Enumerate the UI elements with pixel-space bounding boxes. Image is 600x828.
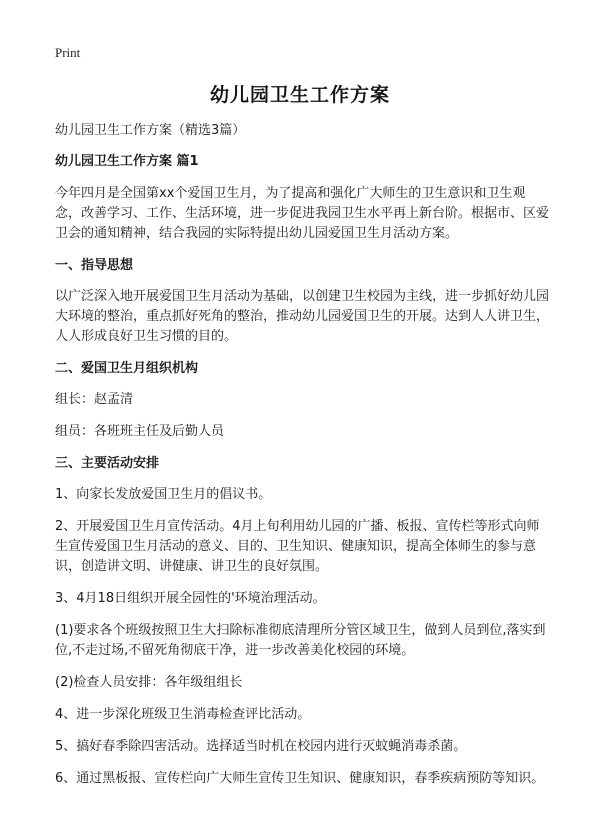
organization-leader: 组长：赵孟清 [55,392,134,407]
activities-heading: 三、主要活动安排 [55,456,160,471]
organization-heading: 二、爱国卫生月组织机构 [55,361,199,376]
activity-item: 1、向家长发放爱国卫生月的倡议书。 [55,487,272,502]
activity-item: 4、进一步深化班级卫生消毒检查评比活动。 [55,707,311,722]
print-link[interactable]: Print [55,45,81,60]
page-title: 幼儿园卫生工作方案 [209,84,390,106]
section-heading: 幼儿园卫生工作方案 篇1 [55,154,199,169]
document-body [55,121,550,801]
activity-item: (1)要求各个班级按照卫生大扫除标准彻底清理所分管区域卫生，做到人员到位,落实到位,不走过场,不留死角彻底干净，进一步改善美化校园的环境。 [55,623,546,658]
organization-members: 组员：各班班主任及后勤人员 [55,424,225,439]
activity-item: (2)检查人员安排：各年级组组长 [55,675,243,690]
guiding-paragraph: 以广泛深入地开展爱国卫生月活动为基础，以创建卫生校园为主线，进一步抓好幼儿园大环境的整治，重点抓好死角的整治，推动幼儿园爱国卫生的开展。达到人人讲卫生，人人形成良好卫生习惯的目的。 [55,289,550,344]
document-subtitle: 幼儿园卫生工作方案（精选3篇） [55,123,246,138]
intro-paragraph: 今年四月是全国第xx个爱国卫生月，为了提高和强化广大师生的卫生意识和卫生观念，改善学习、工作、生活环境，进一步促进我园卫生水平再上新台阶。根据市、区爱卫会的通知精神，结合我园的实际特提出幼儿园爱国卫生月活动方案。 [55,186,550,241]
activity-item: 2、开展爱国卫生月宣传活动。4月上旬利用幼儿园的广播、板报、宣传栏等形式向师生宣传爱国卫生月活动的意义、目的、卫生知识、健康知识，提高全体师生的参与意识，创造讲文明、讲健康、讲卫生的良好氛围。 [55,519,540,574]
activity-item: 5、搞好春季除四害活动。选择适当时机在校园内进行灭蚊蝇消毒杀菌。 [55,739,467,754]
activity-item: 3、4月18日组织开展全园性的'环境治理活动。 [55,591,326,606]
activity-item: 6、通过黑板报、宣传栏向广大师生宣传卫生知识、健康知识，春季疾病预防等知识。 [55,771,545,786]
guiding-heading: 一、指导思想 [55,258,134,273]
